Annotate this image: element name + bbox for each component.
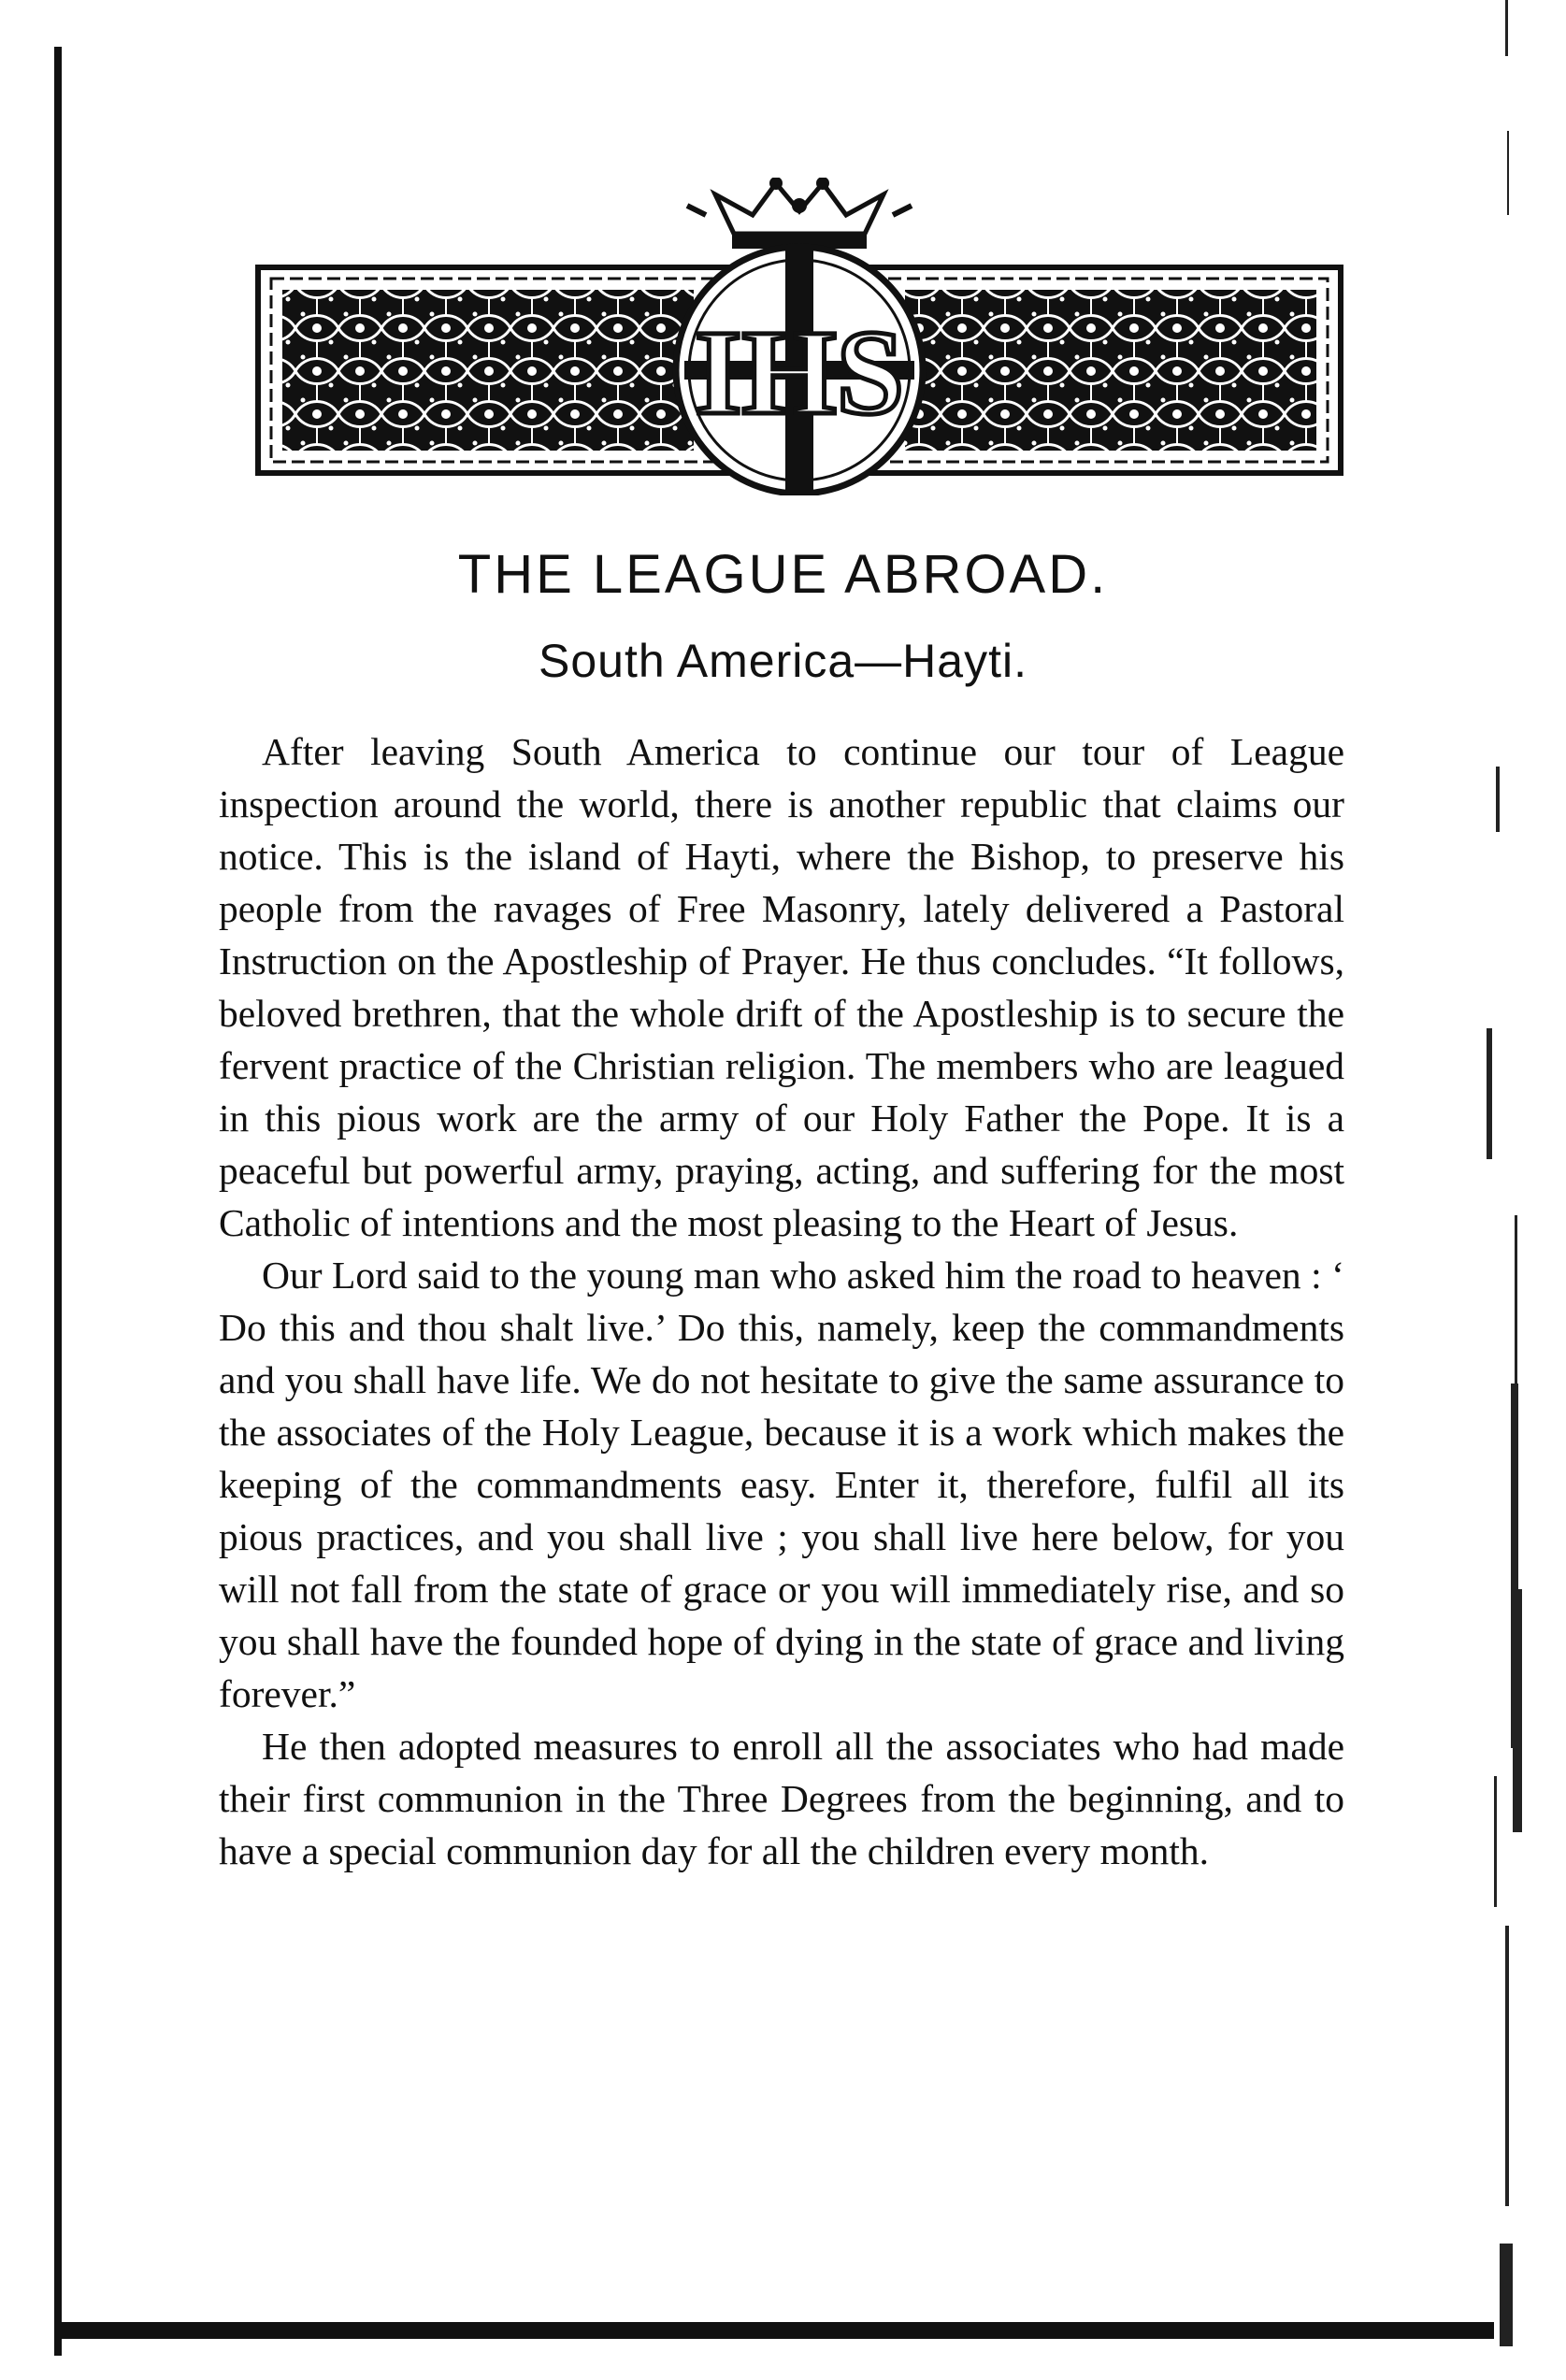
paragraph: Our Lord said to the young man who asked him the road to heaven : ‘ Do this and thou shalt live.’ Do this, namely, keep the commandments and you shall have life. We do not hesitate to give the same assurance to the associates of the Holy League, because it is a work which makes the keeping of the commandments easy. Enter it, therefore, fulfil all its pious practices, and you shall live ; you shall live here below, for you will not fall from the state of grace or you will immediately rise, and so you shall have the founded hope of dying in the state of grace and living forever.” [219,1254,1344,1715]
ihs-monogram-crown-headpiece-icon [252,178,1346,495]
article-title: THE LEAGUE ABROAD. [457,544,1109,605]
bottom-margin-rule [54,2322,1494,2339]
paragraph: After leaving South America to continue our tour of League inspection around the world, there is another republic that claims our notice. This is the island of Hayti, where the Bishop, to preserve his people from the ravages of Free Masonry, lately delivered a Pastoral Instruction on the Apostleship of Prayer. He thus concludes. “It follows, beloved brethren, that the whole drift of the Apostleship is to secure the fervent practice of the Christian religion. The members who are leagued in this pious work are the army of our Holy Father the Pope. It is a peaceful but powerful army, praying, acting, and suffering for the most Catholic of intentions and the most pleasing to the Heart of Jesus. [219,730,1344,1244]
left-margin-rule [54,47,62,2356]
svg-text:IHS: IHS [694,306,905,440]
article-subtitle: South America—Hayti. [539,635,1027,687]
scan-edge-speckle [1477,0,1533,2380]
paragraph: He then adopted measures to enroll all the associates who had made their first communion in the Three Degrees from the beginning, and to have a special communion day for all the children every month. [219,1725,1344,1872]
article-body [219,725,1344,1877]
